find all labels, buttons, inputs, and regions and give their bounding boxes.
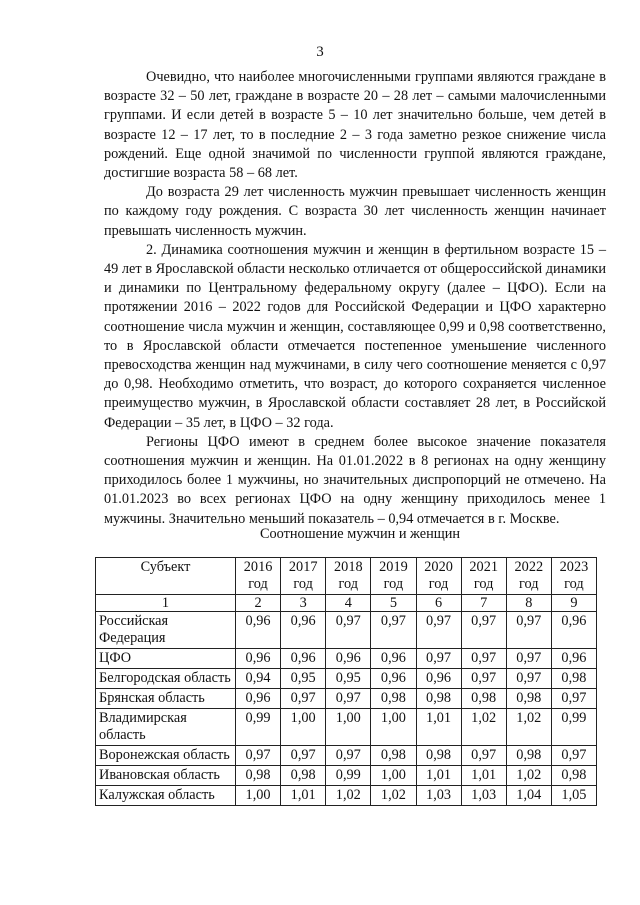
value-cell: 0,97	[416, 649, 461, 669]
subject-cell: Белгородская область	[96, 669, 236, 689]
value-cell: 0,95	[326, 669, 371, 689]
value-cell: 0,98	[281, 766, 326, 786]
value-cell: 1,01	[416, 709, 461, 746]
value-cell: 0,97	[461, 612, 506, 649]
column-number: 1	[96, 595, 236, 612]
table-row	[96, 709, 597, 746]
value-cell: 0,98	[236, 766, 281, 786]
table-body	[96, 612, 597, 806]
value-cell: 1,00	[236, 786, 281, 806]
value-cell: 0,97	[281, 689, 326, 709]
header-cell: 2023 год	[551, 558, 596, 595]
value-cell: 0,96	[551, 649, 596, 669]
table-row	[96, 766, 597, 786]
value-cell: 1,02	[461, 709, 506, 746]
header-cell: 2017 год	[281, 558, 326, 595]
table-row	[96, 669, 597, 689]
header-cell: 2022 год	[506, 558, 551, 595]
value-cell: 1,01	[281, 786, 326, 806]
value-cell: 0,96	[236, 612, 281, 649]
value-cell: 1,02	[506, 709, 551, 746]
value-cell: 0,97	[326, 612, 371, 649]
value-cell: 0,96	[551, 612, 596, 649]
table-row	[96, 649, 597, 669]
value-cell: 0,97	[506, 612, 551, 649]
value-cell: 0,97	[326, 689, 371, 709]
subject-cell: Калужская область	[96, 786, 236, 806]
paragraph: До возраста 29 лет численность мужчин превышает численность женщин по каждому году рождения. С возраста 30 лет численность женщин начинает превышать численность мужчин.	[104, 184, 606, 239]
value-cell: 0,98	[551, 766, 596, 786]
subject-cell: Брянская область	[96, 689, 236, 709]
header-cell: 2019 год	[371, 558, 416, 595]
value-cell: 0,97	[281, 746, 326, 766]
value-cell: 0,98	[416, 689, 461, 709]
value-cell: 0,95	[281, 669, 326, 689]
column-number: 3	[281, 595, 326, 612]
value-cell: 1,00	[326, 709, 371, 746]
header-cell: 2020 год	[416, 558, 461, 595]
value-cell: 1,01	[416, 766, 461, 786]
column-number: 9	[551, 595, 596, 612]
header-cell: 2016 год	[236, 558, 281, 595]
value-cell: 0,98	[371, 746, 416, 766]
ratio-table	[95, 557, 597, 806]
value-cell: 0,97	[506, 669, 551, 689]
value-cell: 0,99	[236, 709, 281, 746]
table-header-row	[96, 558, 597, 595]
table-title: Соотношение мужчин и женщин	[259, 526, 461, 542]
value-cell: 0,98	[461, 689, 506, 709]
table-row	[96, 612, 597, 649]
value-cell: 0,96	[371, 649, 416, 669]
column-number: 5	[371, 595, 416, 612]
value-cell: 0,94	[236, 669, 281, 689]
table-row	[96, 786, 597, 806]
value-cell: 0,96	[281, 649, 326, 669]
column-number: 6	[416, 595, 461, 612]
value-cell: 0,96	[371, 669, 416, 689]
paragraph: 2. Динамика соотношения мужчин и женщин в фертильном возрасте 15 – 49 лет в Ярославской области несколько отличается от общероссийской динамики и динамики по Центральному федеральному округу (далее – ЦФО). Если на протяжении 2016 – 2022 годов для Российской Федерации и ЦФО характерно соотношение числа мужчин и женщин, составляющее 0,99 и 0,98 соответственно, то в Ярославской области отмечается постепенное уменьшение численного превосходства женщин над мужчинами, в силу чего соотношение меняется с 0,97 до 0,98. Необходимо отметить, что возраст, до которого сохраняется численное преимущество мужчин, в Ярославской области составляет 28 лет, в Российской Федерации – 35 лет, в ЦФО – 32 года.	[104, 241, 606, 431]
value-cell: 0,97	[461, 669, 506, 689]
value-cell: 0,96	[236, 649, 281, 669]
value-cell: 0,96	[326, 649, 371, 669]
header-cell: 2021 год	[461, 558, 506, 595]
value-cell: 1,03	[416, 786, 461, 806]
header-cell: Субъект	[96, 558, 236, 595]
value-cell: 0,96	[281, 612, 326, 649]
value-cell: 1,02	[371, 786, 416, 806]
value-cell: 0,97	[551, 689, 596, 709]
paragraph: Очевидно, что наиболее многочисленными группами являются граждане в возрасте 32 – 50 лет, граждане в возрасте 20 – 28 лет – самыми малочисленными группами. И если детей в возрасте 5 – 10 лет значительно больше, чем детей в возрасте 12 – 17 лет, то в последние 2 – 3 года заметно резкое снижение числа рождений. Еще одной значимой по численности группой являются граждане, достигшие возраста 58 – 68 лет.	[104, 69, 606, 182]
subject-cell: Воронежская область	[96, 746, 236, 766]
value-cell: 1,04	[506, 786, 551, 806]
value-cell: 1,00	[371, 709, 416, 746]
value-cell: 0,96	[416, 669, 461, 689]
value-cell: 0,97	[551, 746, 596, 766]
table-row	[96, 746, 597, 766]
value-cell: 0,97	[416, 612, 461, 649]
value-cell: 1,02	[326, 786, 371, 806]
column-number: 8	[506, 595, 551, 612]
value-cell: 0,99	[326, 766, 371, 786]
value-cell: 1,00	[281, 709, 326, 746]
value-cell: 0,98	[506, 746, 551, 766]
value-cell: 0,98	[551, 669, 596, 689]
subject-cell: Владимирская область	[96, 709, 236, 746]
page-number: 3	[316, 44, 324, 60]
value-cell: 0,98	[416, 746, 461, 766]
subject-cell: Российская Федерация	[96, 612, 236, 649]
value-cell: 0,99	[551, 709, 596, 746]
subject-cell: Ивановская область	[96, 766, 236, 786]
value-cell: 0,97	[371, 612, 416, 649]
table-row	[96, 689, 597, 709]
column-number: 7	[461, 595, 506, 612]
value-cell: 1,05	[551, 786, 596, 806]
column-number-row	[96, 595, 597, 612]
column-number: 4	[326, 595, 371, 612]
value-cell: 0,97	[326, 746, 371, 766]
value-cell: 1,00	[371, 766, 416, 786]
value-cell: 0,97	[461, 649, 506, 669]
subject-cell: ЦФО	[96, 649, 236, 669]
value-cell: 0,96	[236, 689, 281, 709]
value-cell: 1,02	[506, 766, 551, 786]
column-number: 2	[236, 595, 281, 612]
value-cell: 0,98	[371, 689, 416, 709]
header-cell: 2018 год	[326, 558, 371, 595]
body-text	[104, 68, 606, 529]
value-cell: 0,97	[461, 746, 506, 766]
value-cell: 1,01	[461, 766, 506, 786]
value-cell: 0,97	[236, 746, 281, 766]
paragraph: Регионы ЦФО имеют в среднем более высокое значение показателя соотношения мужчин и женщин. На 01.01.2022 в 8 регионах на одну женщину приходилось более 1 мужчины, но значительных диспропорций не отмечено. На 01.01.2023 во всех регионах ЦФО на одну женщину приходилось менее 1 мужчины. Значительно меньший показатель – 0,94 отмечается в г. Москве.	[104, 433, 606, 527]
value-cell: 1,03	[461, 786, 506, 806]
value-cell: 0,97	[506, 649, 551, 669]
value-cell: 0,98	[506, 689, 551, 709]
